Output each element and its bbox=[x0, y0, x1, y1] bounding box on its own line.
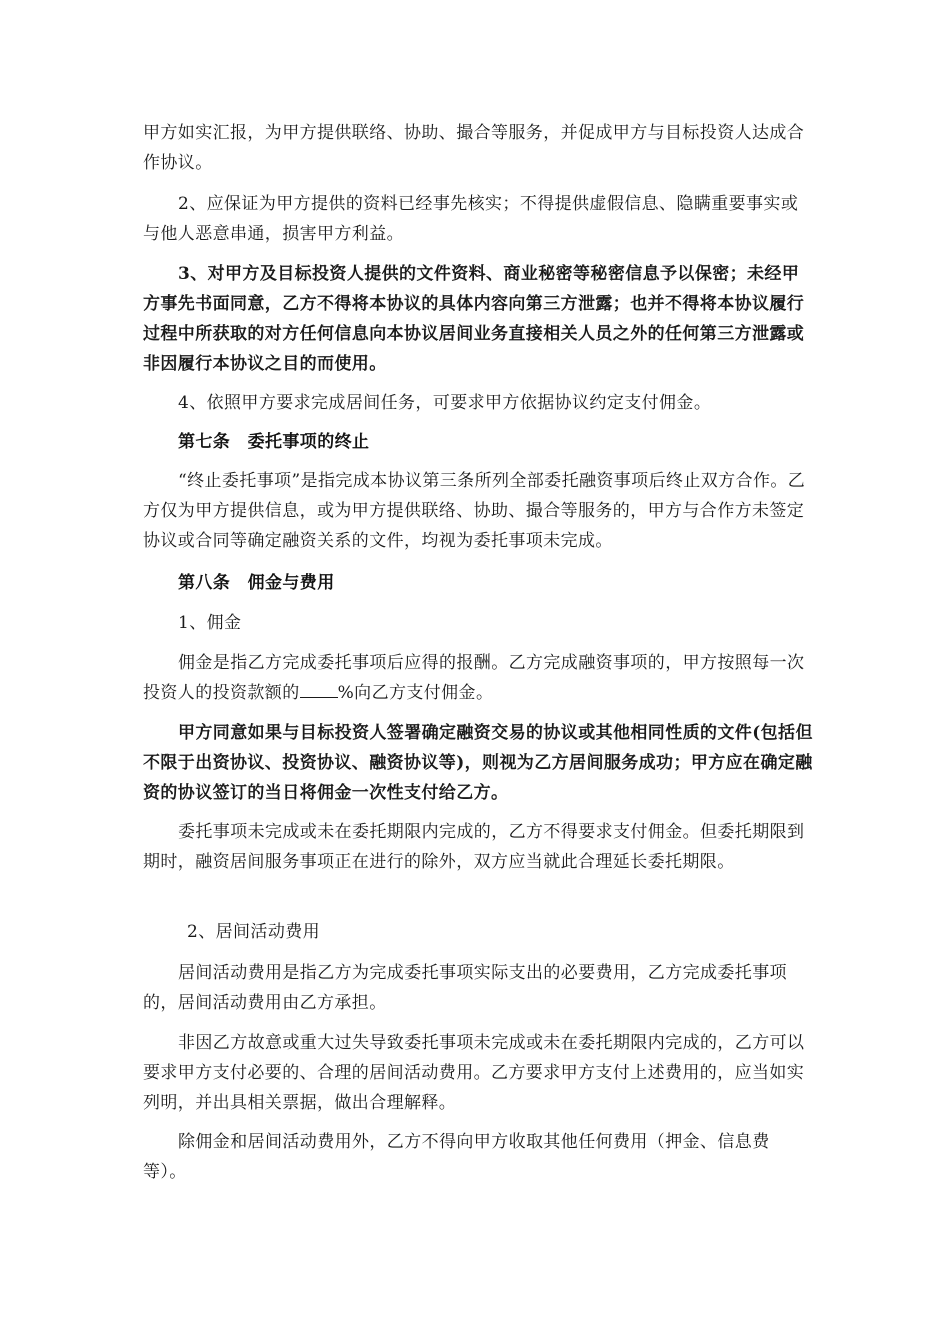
paragraph-commission-definition bbox=[143, 648, 813, 708]
paragraph-service-success: 甲方同意如果与目标投资人签署确定融资交易的协议或其他相同性质的文件(包括但不限于出资协议、投资协议、融资协议等)，则视为乙方居间服务成功；甲方应在确定融资的协议签订的当日将佣金一次性支付给乙方。 bbox=[143, 723, 813, 803]
paragraph-service-duty: 甲方如实汇报，为甲方提供联络、协助、撮合等服务，并促成甲方与目标投资人达成合作协议。 bbox=[143, 123, 805, 173]
commission-text-after-blank: %向乙方支付佣金。 bbox=[337, 683, 494, 703]
subheading-mediation-fees: 2、居间活动费用 bbox=[187, 922, 321, 942]
paragraph-fee-definition: 居间活动费用是指乙方为完成委托事项实际支出的必要费用，乙方完成委托事项的，居间活动费用由乙方承担。 bbox=[143, 963, 787, 1013]
paragraph-incomplete: 委托事项未完成或未在委托期限内完成的，乙方不得要求支付佣金。但委托期限到期时，融资居间服务事项正在进行的除外，双方应当就此合理延长委托期限。 bbox=[143, 822, 805, 872]
article-7-heading: 第七条 委托事项的终止 bbox=[178, 432, 370, 452]
subheading-commission: 1、佣金 bbox=[178, 613, 242, 633]
article-8-heading: 第八条 佣金与费用 bbox=[178, 573, 335, 593]
commission-rate-blank[interactable] bbox=[300, 683, 338, 698]
paragraph-item-4: 4、依照甲方要求完成居间任务，可要求甲方依据协议约定支付佣金。 bbox=[178, 393, 712, 413]
paragraph-item-3: 3、对甲方及目标投资人提供的文件资料、商业秘密等秘密信息予以保密；未经甲方事先书面同意，乙方不得将本协议的具体内容向第三方泄露；也并不得将本协议履行过程中所获取的对方任何信息向本协议居间业务直接相关人员之外的任何第三方泄露或非因履行本协议之目的而使用。 bbox=[143, 264, 805, 374]
paragraph-other-fees: 除佣金和居间活动费用外，乙方不得向甲方收取其他任何费用（押金、信息费等）。 bbox=[143, 1132, 770, 1182]
commission-text-before-blank: 佣金是指乙方完成委托事项后应得的报酬。乙方完成融资事项的，甲方按照每一次投资人的投资款额的 bbox=[143, 653, 805, 703]
paragraph-termination: “终止委托事项”是指完成本协议第三条所列全部委托融资事项后终止双方合作。乙方仅为甲方提供信息，或为甲方提供联络、协助、撮合等服务的，甲方与合作方未签定协议或合同等确定融资关系的文件，均视为委托事项未完成。 bbox=[143, 471, 806, 551]
paragraph-fee-reimbursement: 非因乙方故意或重大过失导致委托事项未完成或未在委托期限内完成的，乙方可以要求甲方支付必要的、合理的居间活动费用。乙方要求甲方支付上述费用的，应当如实列明，并出具相关票据，做出合理解释。 bbox=[143, 1033, 805, 1113]
paragraph-item-2: 2、应保证为甲方提供的资料已经事先核实；不得提供虚假信息、隐瞒重要事实或与他人恶意串通，损害甲方利益。 bbox=[143, 194, 799, 244]
